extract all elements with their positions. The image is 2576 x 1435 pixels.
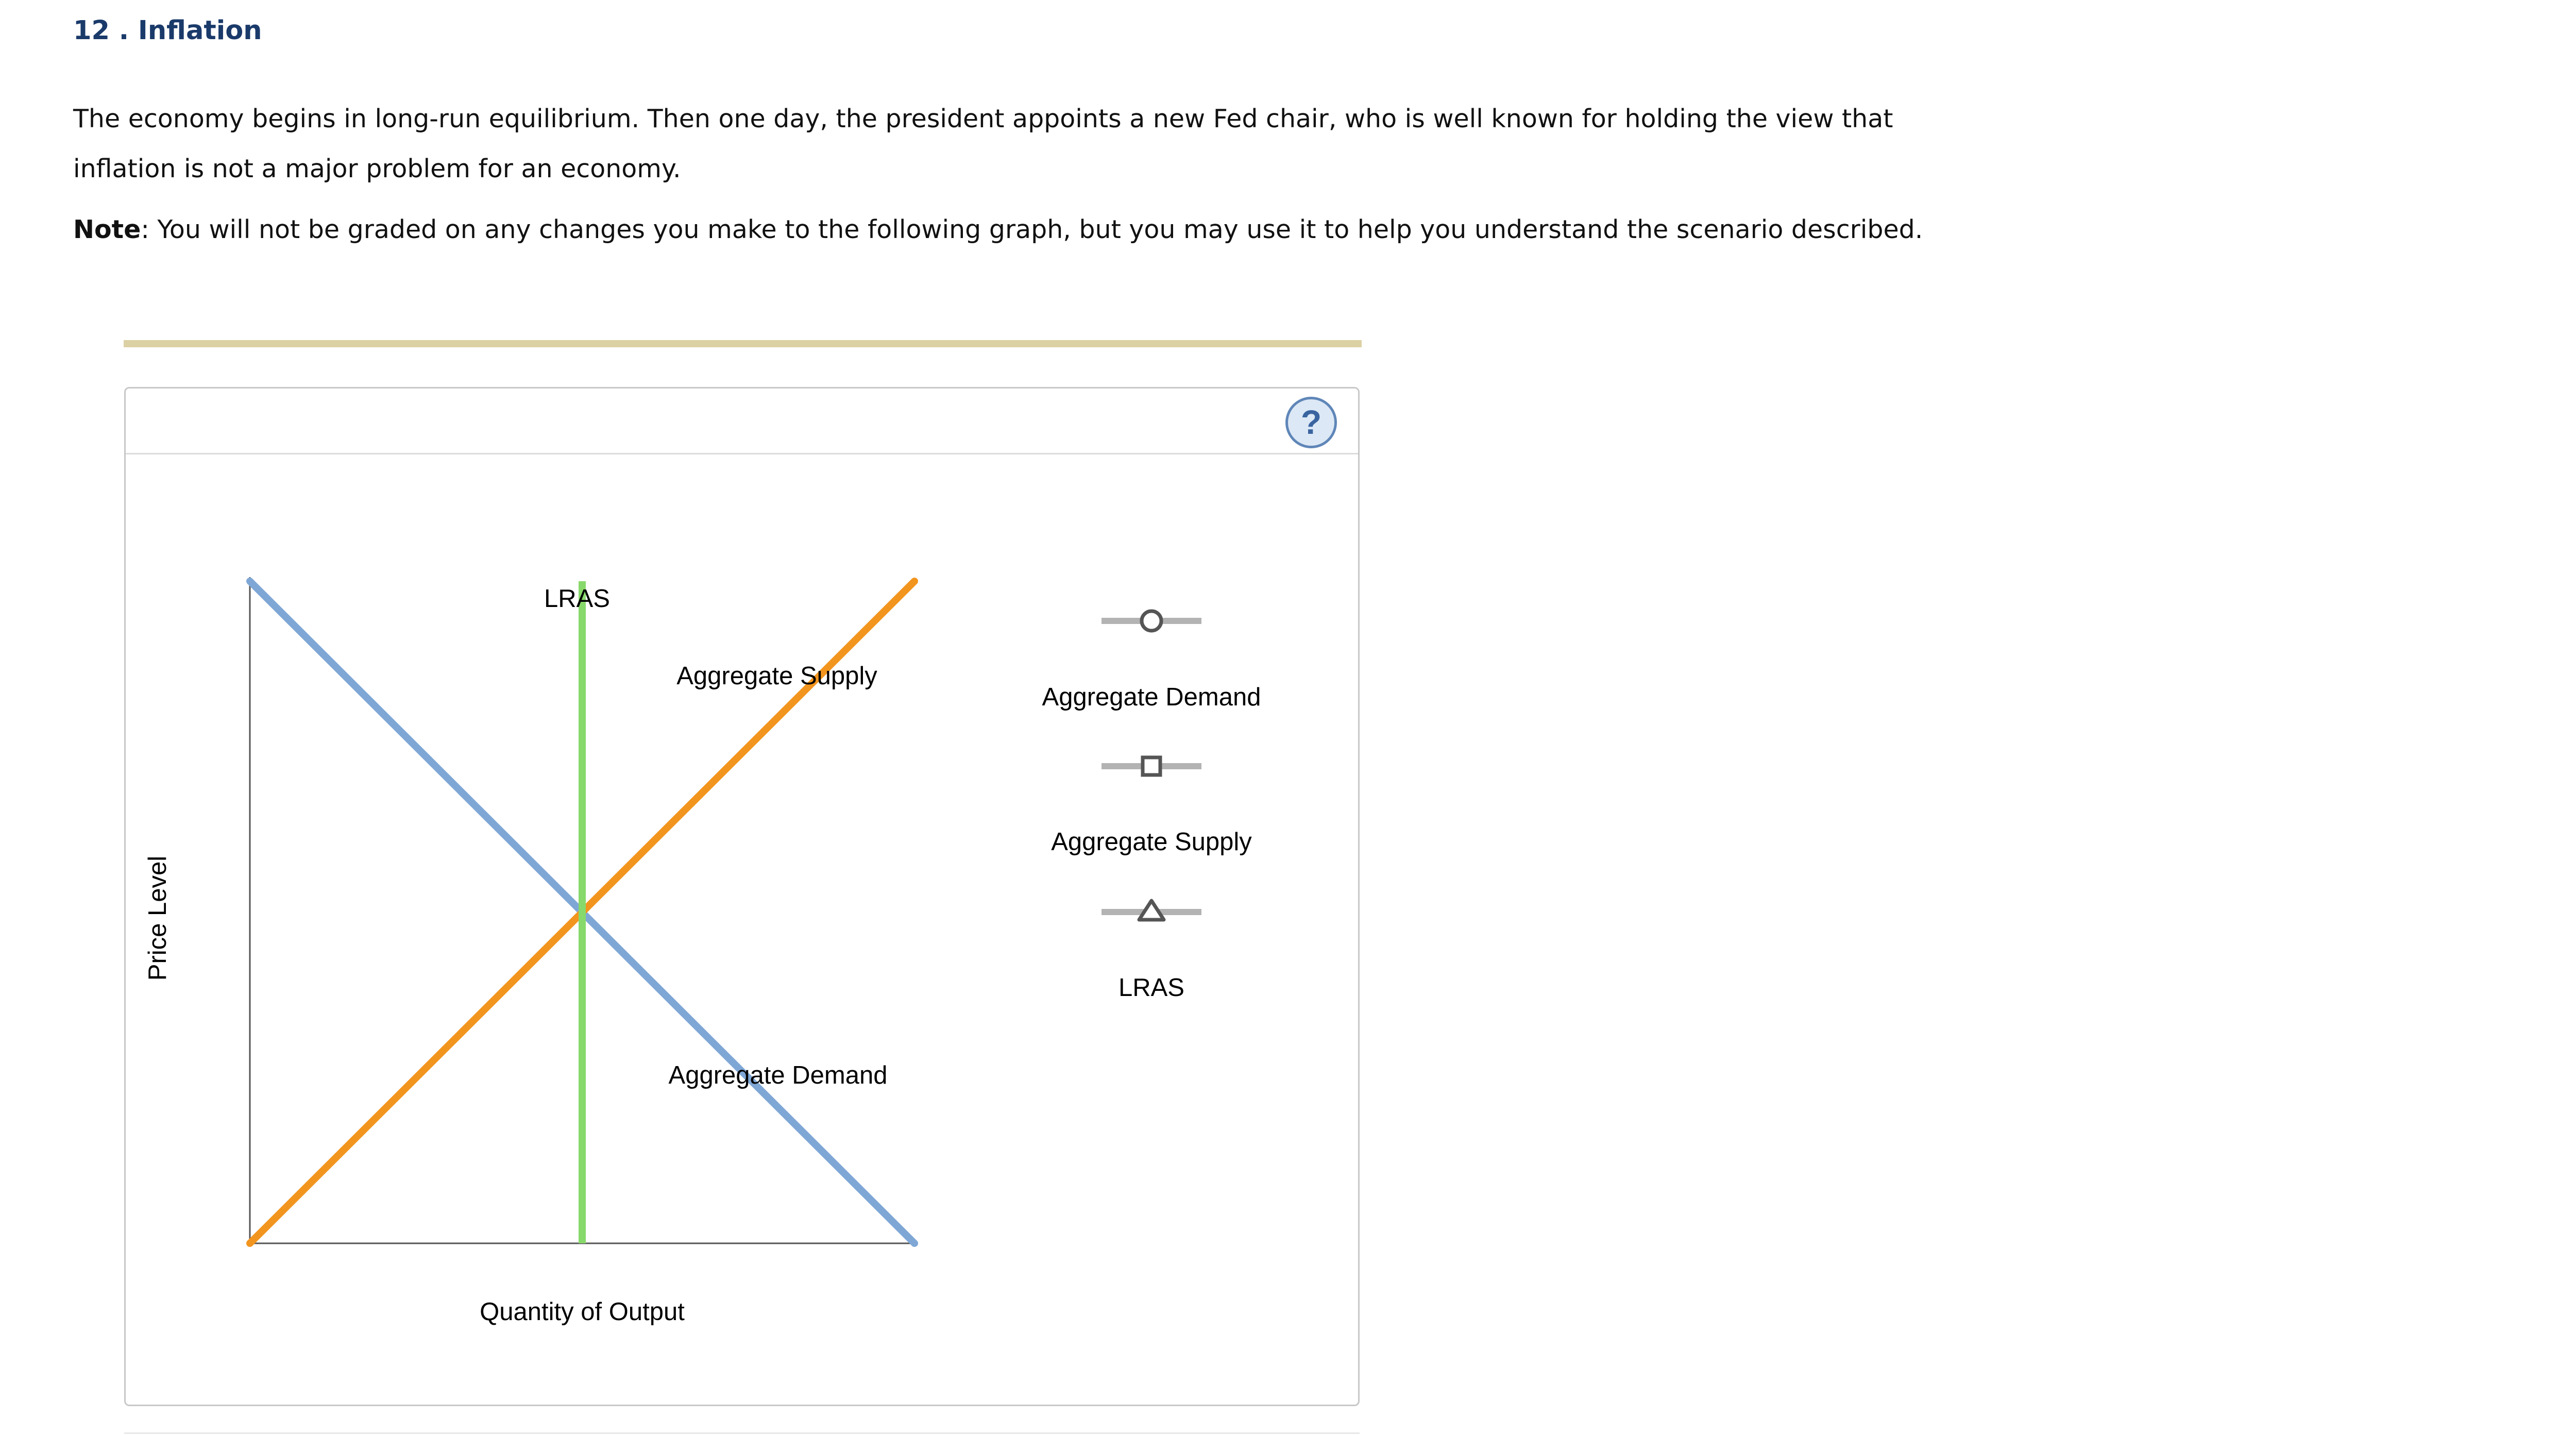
palette-aggregate-demand-tool[interactable] [1042,611,1261,711]
palette-aggregate-supply-tool[interactable] [1051,757,1252,856]
y-axis-label: Price Level [144,855,172,981]
note-label: Note [73,215,141,244]
question-title: 12 . Inflation [73,15,262,46]
palette-label-aggregate-demand: Aggregate Demand [1042,683,1261,711]
palette-label-lras: LRAS [1118,974,1185,1002]
palette-label-aggregate-supply: Aggregate Supply [1051,828,1252,856]
circle-icon [1142,611,1161,631]
note-text: : You will not be graded on any changes you make to the following graph, but you may use it to help you understand the scenario described. [141,215,1923,244]
palette-lras-tool[interactable] [1101,901,1201,1002]
aggregate-demand-curve-label: Aggregate Demand [668,1061,888,1089]
lras-curve-label: LRAS [544,585,611,613]
square-icon [1143,757,1160,775]
x-axis-label: Quantity of Output [480,1298,685,1326]
question-prompt: The economy begins in long-run equilibrium. Then one day, the president appoints a new Fed chair, who is well known for holding the view that inflation is not a major problem for an economy. [73,104,1893,183]
aggregate-supply-curve-label: Aggregate Supply [676,662,877,690]
help-button[interactable]: ? [1285,397,1337,448]
bottom-divider [124,1432,1360,1434]
